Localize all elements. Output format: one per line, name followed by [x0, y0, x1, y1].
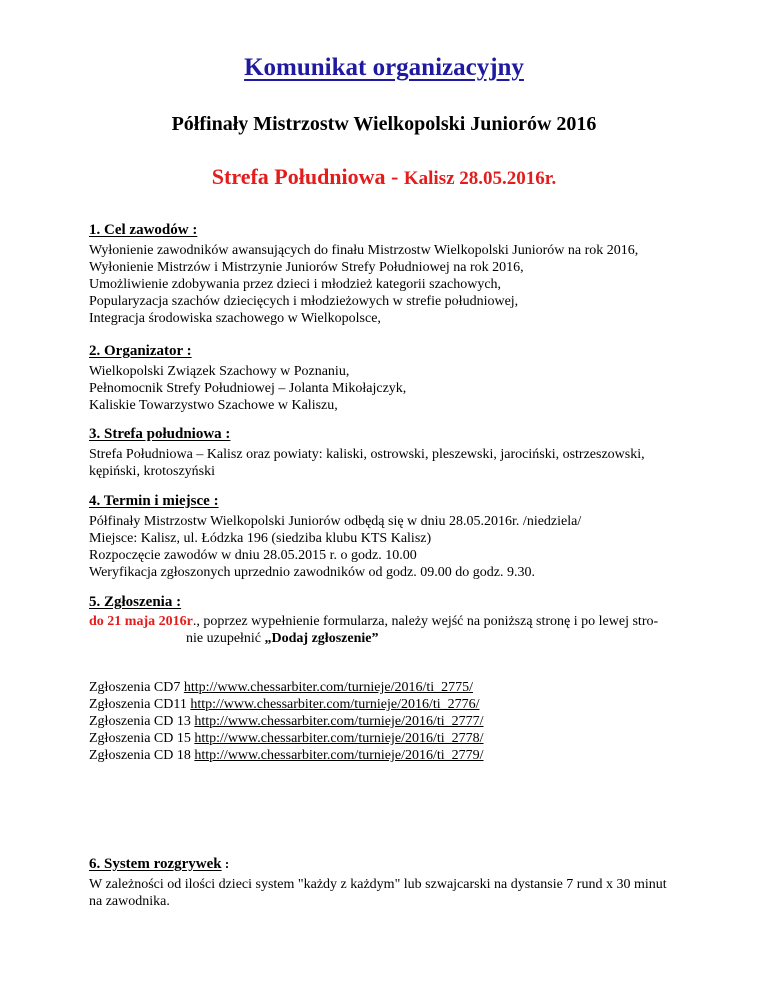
- section-heading-organizator: 2. Organizator :: [89, 343, 192, 359]
- system-line: na zawodnika.: [89, 894, 170, 909]
- dodaj-zgloszenie-label: „Dodaj zgłoszenie”: [264, 631, 379, 646]
- zgloszenia-instruction-cont: [186, 630, 378, 648]
- entry-row: [89, 713, 484, 731]
- entry-row: [89, 696, 480, 714]
- organizator-line: Pełnomocnik Strefy Południowej – Jolanta Mikołajczyk,: [89, 381, 407, 396]
- cel-line: Popularyzacja szachów dziecięcych i młodzieżowych w strefie południowej,: [89, 294, 519, 309]
- entry-link-cd13[interactable]: http://www.chessarbiter.com/turnieje/2016/ti_2777/: [194, 714, 484, 729]
- instruction-text-2: nie uzupełnić: [186, 631, 265, 646]
- instruction-text: ., poprzez wypełnienie formularza, należy wejść na poniższą stronę i po lewej stro-: [192, 614, 659, 629]
- zone-line: [0, 164, 768, 190]
- zone-name: Strefa Południowa -: [211, 164, 404, 189]
- section-heading-system-wrap: [89, 856, 229, 873]
- entry-label: Zgłoszenia CD 18: [89, 748, 195, 763]
- entry-label: Zgłoszenia CD 13: [89, 714, 195, 729]
- entry-label: Zgłoszenia CD11: [89, 697, 191, 712]
- termin-line: Rozpoczęcie zawodów w dniu 28.05.2015 r. o godz. 10.00: [89, 548, 417, 563]
- zgloszenia-instruction: [89, 613, 658, 631]
- cel-line: Integracja środowiska szachowego w Wielkopolsce,: [89, 311, 381, 326]
- section-heading-system-suffix: :: [221, 856, 230, 871]
- entry-link-cd11[interactable]: http://www.chessarbiter.com/turnieje/2016/ti_2776/: [190, 697, 480, 712]
- system-line: W zależności od ilości dzieci system "każdy z każdym" lub szwajcarski na dystansie 7 rund x 30 minut: [89, 877, 667, 892]
- entry-row: [89, 747, 484, 765]
- cel-line: Umożliwienie zdobywania przez dzieci i młodzież kategorii szachowych,: [89, 277, 502, 292]
- termin-line: Półfinały Mistrzostw Wielkopolski Juniorów odbędą się w dniu 28.05.2016r. /niedziela/: [89, 514, 582, 529]
- section-heading-termin: 4. Termin i miejsce :: [89, 493, 219, 509]
- section-heading-system: 6. System rozgrywek: [89, 856, 222, 872]
- entry-link-cd15[interactable]: http://www.chessarbiter.com/turnieje/2016/ti_2778/: [194, 731, 484, 746]
- termin-line: Weryfikacja zgłoszonych uprzednio zawodników od godz. 09.00 do godz. 9.30.: [89, 565, 535, 580]
- entry-link-cd7[interactable]: http://www.chessarbiter.com/turnieje/2016/ti_2775/: [183, 680, 474, 695]
- entry-row: [89, 679, 473, 697]
- section-heading-zgloszenia: 5. Zgłoszenia :: [89, 594, 182, 610]
- cel-line: Wyłonienie zawodników awansujących do finału Mistrzostw Wielkopolski Juniorów na rok 2016,: [89, 243, 639, 258]
- deadline: do 21 maja 2016r: [89, 614, 193, 629]
- zone-place-date: Kalisz 28.05.2016r.: [403, 168, 557, 189]
- section-heading-strefa: 3. Strefa południowa :: [89, 426, 231, 442]
- entry-link-cd18[interactable]: http://www.chessarbiter.com/turnieje/2016/ti_2779/: [194, 748, 484, 763]
- document-title: Komunikat organizacyjny: [244, 54, 524, 81]
- section-heading-cel: 1. Cel zawodów :: [89, 222, 198, 238]
- organizator-line: Wielkopolski Związek Szachowy w Poznaniu,: [89, 364, 350, 379]
- entry-label: Zgłoszenia CD7: [89, 680, 184, 695]
- strefa-line: kępiński, krotoszyński: [89, 464, 215, 479]
- termin-line: Miejsce: Kalisz, ul. Łódzka 196 (siedziba klubu KTS Kalisz): [89, 531, 432, 546]
- entry-label: Zgłoszenia CD 15: [89, 731, 195, 746]
- organizator-line: Kaliskie Towarzystwo Szachowe w Kaliszu,: [89, 398, 338, 413]
- cel-line: Wyłonienie Mistrzów i Mistrzynie Juniorów Strefy Południowej na rok 2016,: [89, 260, 524, 275]
- document-subtitle: Półfinały Mistrzostw Wielkopolski Juniorów 2016: [171, 113, 597, 135]
- entry-row: [89, 730, 484, 748]
- strefa-line: Strefa Południowa – Kalisz oraz powiaty: kaliski, ostrowski, pleszewski, jarociński, ostrzeszowski,: [89, 447, 645, 462]
